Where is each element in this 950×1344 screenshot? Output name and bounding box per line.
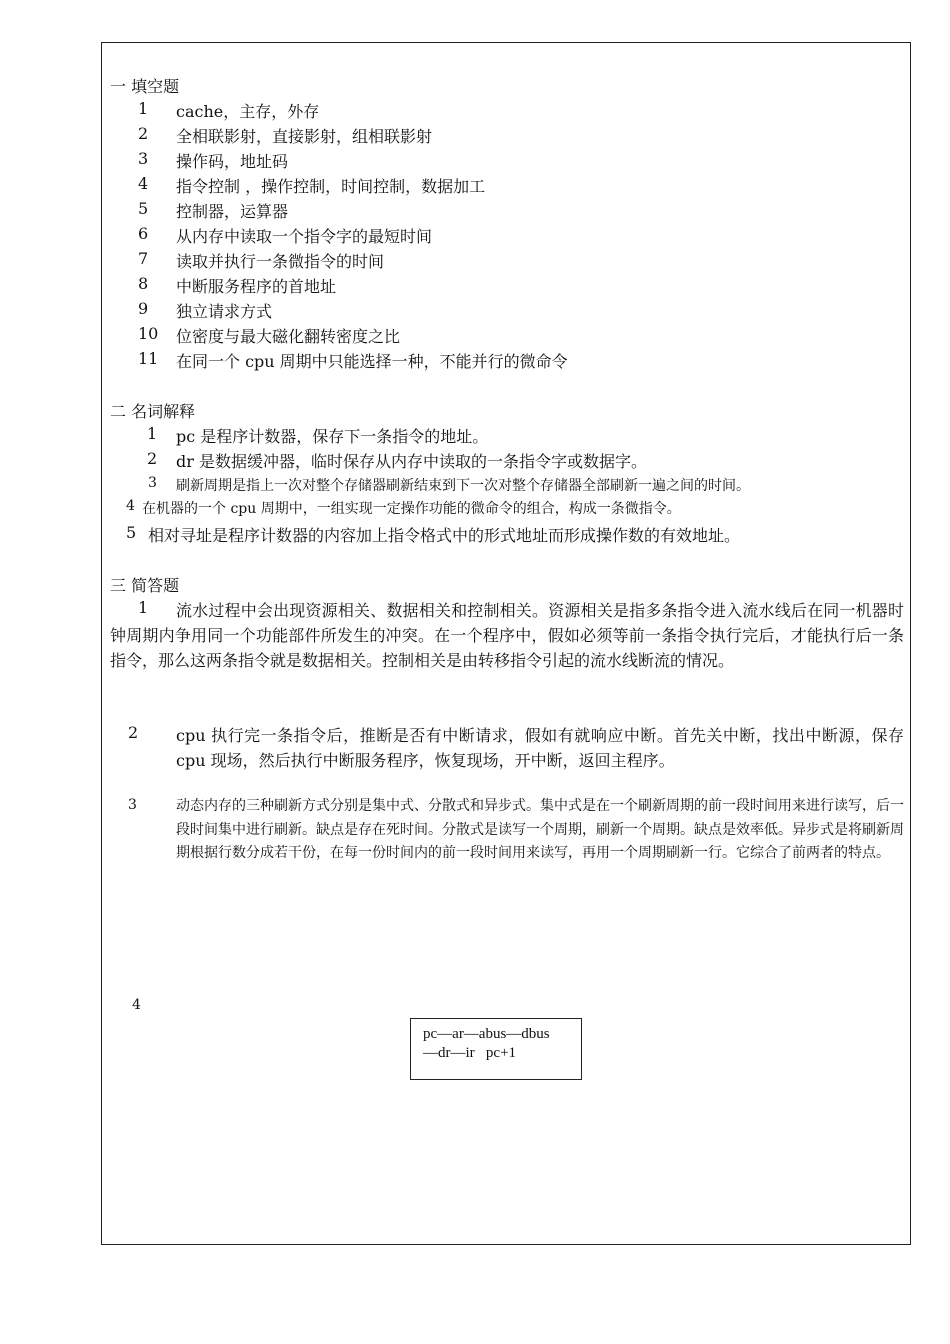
list-item-number: 7 [138,249,149,268]
section-heading-term-explanation: 二 名词解释 [110,402,196,421]
list-item-text: 中断服务程序的首地址 [176,277,337,296]
list-item-number: 9 [138,299,149,318]
list-item-number: 2 [138,124,149,143]
list-item-text: 在同一个 cpu 周期中只能选择一种，不能并行的微命令 [176,352,568,371]
list-item-number: 1 [147,424,158,443]
list-item-text: 位密度与最大磁化翻转密度之比 [176,327,401,346]
list-item-text: 刷新周期是指上一次对整个存储器刷新结束到下一次对整个存储器全部刷新一遍之间的时间。 [176,478,750,494]
section-heading-fill-blank: 一 填空题 [110,77,180,96]
data-path-line-1: pc—ar—abus—dbus [423,1026,550,1042]
data-path-box [410,1018,582,1080]
answer-text: 动态内存的三种刷新方式分别是集中式、分散式和异步式。集中式是在一个刷新周期的前一段时间用来进行读写，后一段时间集中进行刷新。缺点是存在死时间。分散式是读写一个周期，刷新一个周期。缺点是效率低。异步式是将刷新周期根据行数分成若干份，在每一份时间内的前一段时间用来读写，再用一个周期刷新一行。它综合了前两者的特点。 [176,798,904,861]
list-item-number: 6 [138,224,149,243]
list-item-number: 4 [126,498,135,514]
list-item-text: 全相联影射，直接影射，组相联影射 [176,127,433,146]
question-number: 1 [138,598,149,617]
list-item-number: 8 [138,274,149,293]
list-item-text: 操作码，地址码 [176,152,289,171]
answer-text: 流水过程中会出现资源相关、数据相关和控制相关。资源相关是指多条指令进入流水线后在同一机器时钟周期内争用同一个功能部件所发生的冲突。在一个程序中，假如必须等前一条指令执行完后，才能执行后一条指令，那么这两条指令就是数据相关。控制相关是由转移指令引起的流水线断流的情况。 [110,601,904,670]
question-number: 2 [128,723,139,742]
list-item-number: 5 [138,199,149,218]
list-item-number: 5 [126,523,137,542]
list-item-text: 从内存中读取一个指令字的最短时间 [176,227,433,246]
list-item-number: 11 [138,349,159,368]
list-item-text: 指令控制 ，操作控制，时间控制，数据加工 [176,177,486,196]
list-item-number: 1 [138,99,149,118]
answer-text: cpu 执行完一条指令后，推断是否有中断请求，假如有就响应中断。首先关中断，找出中断源，保存 cpu 现场，然后执行中断服务程序，恢复现场，开中断，返回主程序。 [176,726,904,770]
list-item-text: pc 是程序计数器，保存下一条指令的地址。 [176,427,489,446]
list-item-number: 10 [138,324,159,343]
list-item-number: 3 [148,475,157,491]
question-number: 3 [128,797,137,813]
list-item-text: 独立请求方式 [176,302,273,321]
list-item-text: 相对寻址是程序计数器的内容加上指令格式中的形式地址而形成操作数的有效地址。 [148,526,741,545]
data-path-line-2: —dr—ir pc+1 [423,1045,517,1061]
list-item-text: cache，主存，外存 [176,102,320,121]
list-item-text: 控制器，运算器 [176,202,289,221]
list-item-number: 3 [138,149,149,168]
list-item-text: 在机器的一个 cpu 周期中，一组实现一定操作功能的微命令的组合，构成一条微指令。 [142,501,681,517]
list-item-text: 读取并执行一条微指令的时间 [176,252,385,271]
list-item-text: dr 是数据缓冲器，临时保存从内存中读取的一条指令字或数据字。 [176,452,647,471]
list-item-number: 4 [138,174,149,193]
section-heading-short-answer: 三 简答题 [110,576,180,595]
list-item-number: 2 [147,449,158,468]
question-number: 4 [132,997,141,1013]
